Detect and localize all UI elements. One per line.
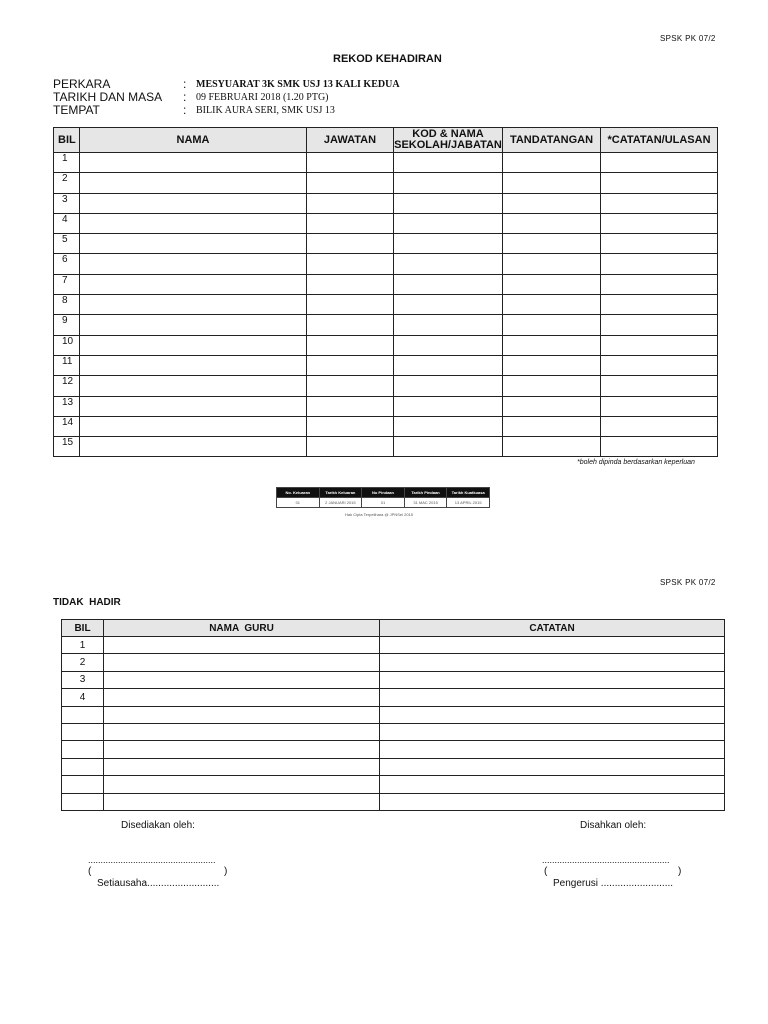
attendance-row — [54, 173, 718, 193]
empty-cell — [503, 396, 601, 416]
empty-cell — [80, 396, 307, 416]
attendance-table — [53, 127, 718, 457]
absence-row — [62, 776, 725, 793]
absence-row — [62, 723, 725, 740]
empty-cell — [104, 793, 380, 810]
attendance-row — [54, 335, 718, 355]
absence-row — [62, 671, 725, 688]
empty-cell — [307, 193, 394, 213]
footnote: *boleh dipinda berdasarkan keperluan — [577, 459, 695, 466]
chairman-signature-line: ................................................... — [542, 855, 670, 865]
absence-row — [62, 637, 725, 654]
absence-row — [62, 706, 725, 723]
empty-cell — [394, 335, 503, 355]
header-kod-nama: KOD & NAMA SEKOLAH/JABATAN — [394, 128, 502, 151]
empty-cell — [307, 376, 394, 396]
empty-cell — [503, 193, 601, 213]
empty-cell — [503, 335, 601, 355]
empty-cell — [307, 355, 394, 375]
meta-label-perkara: PERKARA — [53, 77, 111, 91]
header-bil: BIL — [54, 128, 80, 153]
empty-cell — [80, 254, 307, 274]
paren-open: ( — [88, 866, 92, 877]
empty-cell — [380, 723, 725, 740]
empty-cell — [394, 213, 503, 233]
empty-cell — [80, 335, 307, 355]
rev-header: Tarikh Kuatkuasa — [447, 488, 490, 498]
empty-cell — [307, 234, 394, 254]
attendance-header-row — [54, 128, 718, 153]
empty-cell — [394, 153, 503, 173]
empty-cell — [601, 254, 718, 274]
empty-cell — [394, 437, 503, 457]
empty-cell — [503, 355, 601, 375]
empty-cell — [307, 254, 394, 274]
header-bil: BIL — [62, 620, 104, 637]
form-code: SPSK PK 07/2 — [660, 578, 716, 587]
empty-cell — [80, 437, 307, 457]
rev-header: No. Keluaran — [277, 488, 320, 498]
attendance-row — [54, 355, 718, 375]
row-number: 14 — [54, 416, 80, 436]
empty-cell — [503, 315, 601, 335]
absence-row — [62, 689, 725, 706]
empty-cell — [601, 376, 718, 396]
approved-by-label: Disahkan oleh: — [580, 820, 647, 831]
revision-value-row — [277, 498, 490, 508]
absence-row — [62, 758, 725, 775]
copyright: Hak Cipta Terpelihara @ JPNSel 2015 — [345, 512, 414, 517]
row-number: 3 — [54, 193, 80, 213]
empty-cell — [601, 396, 718, 416]
empty-cell — [307, 315, 394, 335]
attendance-row — [54, 315, 718, 335]
meta-colon: : — [183, 77, 187, 91]
attendance-row — [54, 274, 718, 294]
empty-cell — [394, 416, 503, 436]
row-number — [62, 758, 104, 775]
empty-cell — [104, 637, 380, 654]
rev-header: Tarikh Pindaan — [404, 488, 447, 498]
empty-cell — [503, 295, 601, 315]
empty-cell — [503, 376, 601, 396]
empty-cell — [380, 741, 725, 758]
row-number: 12 — [54, 376, 80, 396]
row-number: 11 — [54, 355, 80, 375]
meta-label-tempat: TEMPAT — [53, 103, 100, 117]
header-nama-guru: NAMA GURU — [104, 620, 380, 637]
form-code: SPSK PK 07/2 — [660, 34, 716, 43]
empty-cell — [80, 274, 307, 294]
empty-cell — [394, 355, 503, 375]
empty-cell — [380, 671, 725, 688]
header-nama: NAMA — [80, 128, 307, 153]
empty-cell — [503, 437, 601, 457]
page-title: REKOD KEHADIRAN — [333, 53, 442, 65]
row-number: 8 — [54, 295, 80, 315]
row-number — [62, 776, 104, 793]
empty-cell — [601, 416, 718, 436]
empty-cell — [104, 654, 380, 671]
empty-cell — [380, 706, 725, 723]
empty-cell — [80, 234, 307, 254]
empty-cell — [380, 637, 725, 654]
empty-cell — [307, 213, 394, 233]
empty-cell — [104, 741, 380, 758]
empty-cell — [601, 234, 718, 254]
secretary-label: Setiausaha.......................... — [97, 878, 220, 889]
rev-value: 31 MAC 2015 — [404, 498, 447, 508]
rev-value: 2 JANUARI 2015 — [319, 498, 362, 508]
prepared-by-label: Disediakan oleh: — [121, 820, 195, 831]
meta-colon: : — [183, 103, 187, 117]
rev-value: 13 APRIL 2015 — [447, 498, 490, 508]
row-number: 1 — [62, 637, 104, 654]
empty-cell — [80, 153, 307, 173]
absence-table — [61, 619, 725, 811]
meta-value-perkara: MESYUARAT 3K SMK USJ 13 KALI KEDUA — [196, 79, 400, 90]
empty-cell — [503, 416, 601, 436]
attendance-row — [54, 153, 718, 173]
empty-cell — [601, 355, 718, 375]
absence-row — [62, 654, 725, 671]
header-jawatan: JAWATAN — [307, 128, 394, 153]
row-number: 4 — [62, 689, 104, 706]
empty-cell — [394, 315, 503, 335]
empty-cell — [601, 315, 718, 335]
attendance-row — [54, 376, 718, 396]
empty-cell — [503, 254, 601, 274]
empty-cell — [307, 173, 394, 193]
empty-cell — [104, 776, 380, 793]
absence-header-row — [62, 620, 725, 637]
empty-cell — [80, 213, 307, 233]
attendance-row — [54, 213, 718, 233]
empty-cell — [503, 234, 601, 254]
empty-cell — [601, 153, 718, 173]
row-number: 2 — [62, 654, 104, 671]
chairman-label: Pengerusi .......................... — [553, 878, 674, 889]
empty-cell — [307, 274, 394, 294]
empty-cell — [104, 706, 380, 723]
row-number: 7 — [54, 274, 80, 294]
empty-cell — [394, 254, 503, 274]
attendance-row — [54, 254, 718, 274]
secretary-signature-line: ................................................... — [88, 855, 216, 865]
rev-header: No Pindaan — [362, 488, 405, 498]
empty-cell — [503, 173, 601, 193]
empty-cell — [394, 274, 503, 294]
meta-value-tarikh: 09 FEBRUARI 2018 (1.20 PTG) — [196, 92, 329, 103]
section-title: TIDAK HADIR — [53, 597, 121, 608]
attendance-row — [54, 295, 718, 315]
empty-cell — [80, 376, 307, 396]
header-catatan: CATATAN — [380, 620, 725, 637]
absence-row — [62, 793, 725, 810]
empty-cell — [394, 376, 503, 396]
empty-cell — [380, 758, 725, 775]
empty-cell — [380, 776, 725, 793]
attendance-row — [54, 396, 718, 416]
empty-cell — [394, 295, 503, 315]
row-number: 3 — [62, 671, 104, 688]
empty-cell — [307, 295, 394, 315]
empty-cell — [104, 689, 380, 706]
rev-header: Tarikh Keluaran — [319, 488, 362, 498]
empty-cell — [307, 153, 394, 173]
header-tandatangan: TANDATANGAN — [503, 128, 601, 153]
row-number: 15 — [54, 437, 80, 457]
row-number: 5 — [54, 234, 80, 254]
meta-colon: : — [183, 90, 187, 104]
empty-cell — [503, 213, 601, 233]
row-number: 13 — [54, 396, 80, 416]
paren-close: ) — [678, 866, 682, 877]
row-number: 4 — [54, 213, 80, 233]
row-number: 6 — [54, 254, 80, 274]
meta-value-tempat: BILIK AURA SERI, SMK USJ 13 — [196, 105, 335, 116]
empty-cell — [80, 193, 307, 213]
empty-cell — [307, 396, 394, 416]
meta-block — [53, 77, 553, 116]
revision-table — [276, 487, 490, 508]
empty-cell — [307, 437, 394, 457]
empty-cell — [80, 295, 307, 315]
row-number: 1 — [54, 153, 80, 173]
empty-cell — [503, 153, 601, 173]
empty-cell — [601, 335, 718, 355]
row-number: 10 — [54, 335, 80, 355]
empty-cell — [601, 213, 718, 233]
empty-cell — [380, 793, 725, 810]
row-number — [62, 741, 104, 758]
empty-cell — [601, 274, 718, 294]
empty-cell — [104, 758, 380, 775]
empty-cell — [104, 723, 380, 740]
empty-cell — [503, 274, 601, 294]
paren-close: ) — [224, 866, 228, 877]
meta-label-tarikh: TARIKH DAN MASA — [53, 90, 163, 104]
header-catatan: *CATATAN/ULASAN — [601, 128, 718, 153]
empty-cell — [601, 295, 718, 315]
row-number — [62, 706, 104, 723]
row-number — [62, 723, 104, 740]
empty-cell — [307, 335, 394, 355]
empty-cell — [80, 315, 307, 335]
empty-cell — [394, 234, 503, 254]
row-number: 2 — [54, 173, 80, 193]
empty-cell — [80, 355, 307, 375]
empty-cell — [601, 193, 718, 213]
empty-cell — [394, 193, 503, 213]
row-number: 9 — [54, 315, 80, 335]
empty-cell — [80, 173, 307, 193]
rev-value: 01 — [362, 498, 405, 508]
attendance-row — [54, 234, 718, 254]
empty-cell — [307, 416, 394, 436]
attendance-row — [54, 193, 718, 213]
empty-cell — [380, 689, 725, 706]
paren-open: ( — [544, 866, 548, 877]
absence-row — [62, 741, 725, 758]
attendance-row — [54, 416, 718, 436]
row-number — [62, 793, 104, 810]
rev-value: 01 — [277, 498, 320, 508]
empty-cell — [104, 671, 380, 688]
empty-cell — [601, 173, 718, 193]
empty-cell — [394, 173, 503, 193]
empty-cell — [380, 654, 725, 671]
empty-cell — [601, 437, 718, 457]
attendance-row — [54, 437, 718, 457]
empty-cell — [394, 396, 503, 416]
empty-cell — [80, 416, 307, 436]
revision-header-row — [277, 488, 490, 498]
